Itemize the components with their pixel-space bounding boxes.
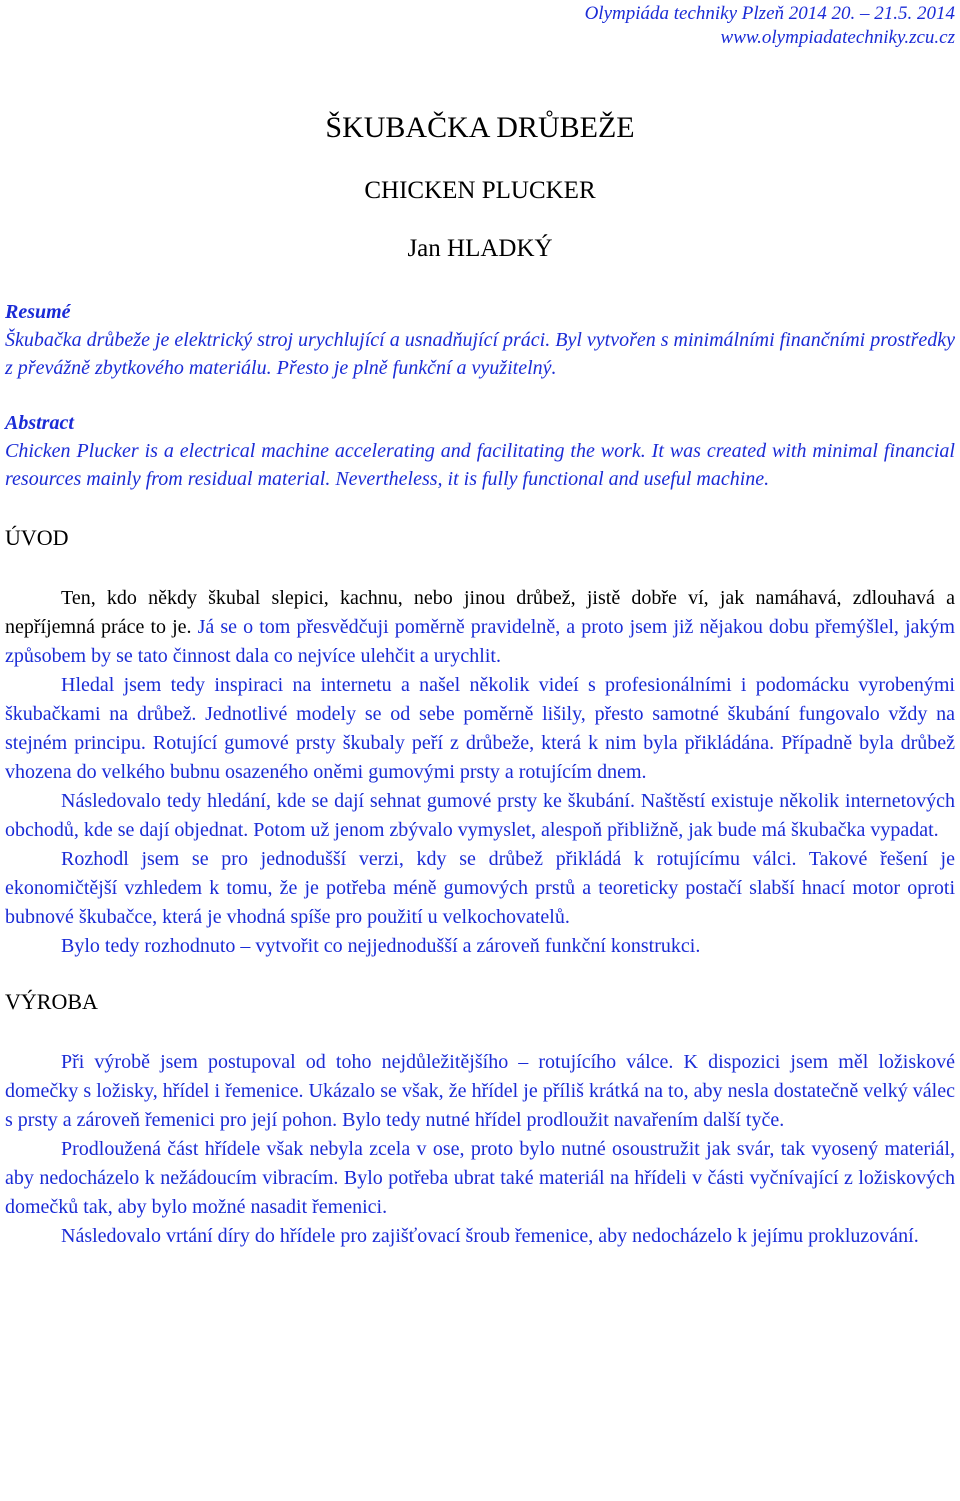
sentence: Případně byla drůbež vhozena do velkého bubnu osazeného oněmi gumovými prsty a rotujícím dnem. [5,732,956,783]
sentence: Bylo potřeba ubrat také materiál na hřídeli v části vyčnívající z ložiskových domečků tak, aby bylo možné nasadit řemenici. [5,1167,955,1218]
sentence: Jednotlivé modely se od sebe poměrně lišily, přesto samotné škubání fungovalo vždy na stejném principu. [5,703,955,754]
body-paragraph [5,1222,955,1251]
section-heading-vyroba: VÝROBA [5,989,98,1014]
body-paragraph [5,584,955,671]
sentence: Rotující gumové prsty škubaly peří z drůbeže, která k nim byla přikládána. [152,732,782,754]
body-paragraph [5,1135,955,1222]
sentence: K dispozici jsem měl ložiskové domečky s ložisky, hřídel i řemenice. [5,1051,955,1102]
paper-subtitle: CHICKEN PLUCKER [364,177,596,204]
document-page [5,0,955,1251]
body-paragraph [5,1048,955,1135]
sentence: Ukázalo se však, že hřídel je příliš krátká na to, aby nesla dostatečně velký válec s prsty a zároveň řemenici pro její pohon. [5,1080,955,1131]
running-header [5,0,955,50]
sentence: Při výrobě jsem postupoval od toho nejdůležitějšího – rotujícího válce. [61,1051,684,1073]
sentence: Bylo tedy rozhodnuto – vytvořit co nejjednodušší a zároveň funkční konstrukci. [61,935,701,957]
paper-title: ŠKUBAČKA DRŮBEŽE [325,111,635,144]
abstract-text: Chicken Plucker is a electrical machine accelerating and facilitating the work. It was created with minimal financial resources mainly from residual material. Nevertheless, it is fully functional and useful machine. [5,440,955,490]
resume-text: Škubačka drůbeže je elektrický stroj urychlující a usnadňující práci. Byl vytvořen s minimálními finančními prostředky z převážně zbytkového materiálu. Přesto je plně funkční a využitelný. [5,329,955,379]
header-url-link[interactable]: www.olympiadatechniky.zcu.cz [720,27,955,48]
sentence: Rozhodl jsem se pro jednodušší verzi, kdy se drůbež přikládá k rotujícímu válci. [61,848,809,870]
section-body-uvod [5,584,955,961]
body-paragraph [5,845,955,932]
section-heading-uvod: ÚVOD [5,525,69,550]
sentence: Potom už jenom zbývalo vymyslet, alespoň přibližně, jak bude má škubačka vypadat. [253,819,939,841]
sentence: Naštěstí existuje několik internetových obchodů, kde se dají objednat. [5,790,956,841]
body-paragraph [5,671,955,787]
section-body-vyroba [5,1048,955,1251]
sentence: Následovalo vrtání díry do hřídele pro zajišťovací šroub řemenice, aby nedocházelo k jejímu prokluzování. [61,1225,919,1247]
sentence: Ten, kdo někdy škubal slepici, kachnu, nebo jinou drůbež, jistě dobře ví, jak namáhavá, zdlouhavá a nepříjemná práce to je. [5,587,955,638]
body-paragraph [5,932,955,961]
abstract-heading: Abstract [5,412,74,434]
sentence: Já se o tom přesvědčuji poměrně pravidelně, a proto jsem již nějakou dobu přemýšlel, jakým způsobem by se tato činnost dala co nejvíce ulehčit a urychlit. [5,616,955,667]
sentence: Takové řešení je ekonomičtější vzhledem k tomu, že je potřeba méně gumových prstů a teoreticky postačí slabší hnací motor oproti bubnové škubačce, která je vhodná spíše pro použití u velkochovatelů. [5,848,955,928]
resume-heading: Resumé [5,301,71,323]
body-paragraph [5,787,955,845]
header-event-line: Olympiáda techniky Plzeň 2014 20. – 21.5. 2014 [584,3,955,24]
sentence: Hledal jsem tedy inspiraci na internetu a našel několik videí s profesionálními i podomácku vyrobenými škubačkami na drůbež. [5,674,955,725]
sentence: Následovalo tedy hledání, kde se dají sehnat gumové prsty ke škubání. [61,790,641,812]
sentence: Bylo tedy nutné hřídel prodloužit navařením další tyče. [342,1109,785,1131]
paper-author: Jan HLADKÝ [407,235,553,262]
sentence: Prodloužená část hřídele však nebyla zcela v ose, proto bylo nutné osoustružit jak svár, tak vyosený materiál, aby nedocházelo k nežádoucím vibracím. [5,1138,955,1189]
